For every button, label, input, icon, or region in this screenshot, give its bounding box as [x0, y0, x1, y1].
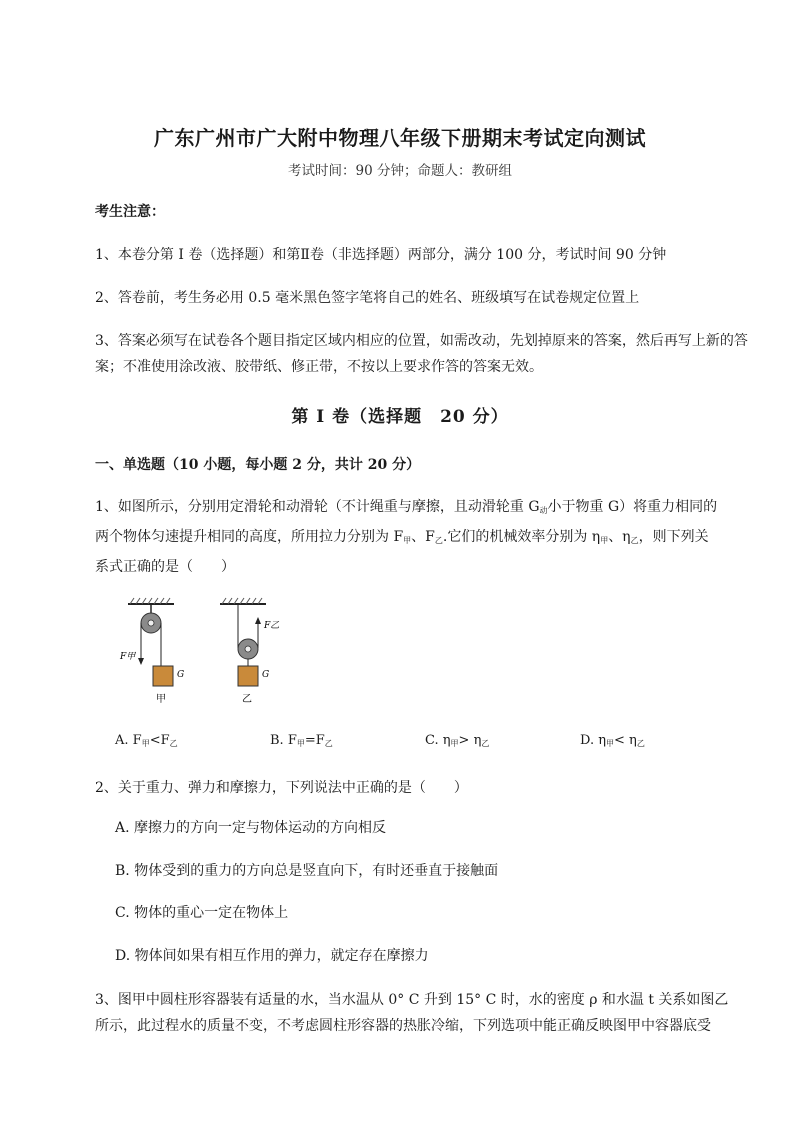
question-3-line-1: 3、图甲中圆柱形容器装有适量的水，当水温从 0° C 升到 15° C 时，水的密度 ρ 和水温 t 关系如图乙: [95, 992, 729, 1008]
page-title: 广东广州市广大附中物理八年级下册期末考试定向测试: [154, 126, 646, 150]
q1-text: 1、如图所示，分别用定滑轮和动滑轮（不计绳重与摩擦，且动滑轮重 G: [95, 499, 540, 515]
pulley-figure: [110, 592, 290, 712]
option-text: < η: [614, 733, 637, 748]
q1-text: 小于物重 G）将重力相同的: [547, 499, 718, 515]
option-subscript: 乙: [636, 739, 645, 748]
force-left-label: F甲: [120, 652, 136, 662]
q1-text: ，则下列关: [638, 529, 709, 545]
label-right: 乙: [242, 694, 252, 705]
q2-option-a[interactable]: A. 摩擦力的方向一定与物体运动的方向相反: [115, 820, 387, 836]
label-left: 甲: [156, 694, 166, 705]
q1-option-a[interactable]: [115, 733, 178, 749]
q1-text: 两个物体匀速提升相同的高度，所用拉力分别为 F: [95, 529, 404, 545]
part-heading: 一、单选题（10 小题，每小题 2 分，共计 20 分）: [95, 457, 421, 473]
q1-option-b[interactable]: [270, 733, 333, 749]
q2-option-d[interactable]: D. 物体间如果有相互作用的弹力，就定存在摩擦力: [115, 948, 429, 964]
q1-text: 、η: [608, 529, 631, 545]
q1-text: 、F: [411, 529, 435, 545]
option-subscript: 甲: [606, 739, 615, 748]
option-subscript: 甲: [296, 739, 305, 748]
q2-option-c[interactable]: C. 物体的重心一定在物体上: [115, 905, 289, 921]
option-text: > η: [458, 733, 482, 748]
notice-item-2: 2、答卷前，考生务必用 0.5 毫米黑色签字笔将自己的姓名、班级填写在试卷规定位置上: [95, 290, 640, 306]
q1-subscript: 乙: [630, 536, 639, 545]
q1-subscript: 甲: [403, 536, 412, 545]
question-1-line-2: [95, 524, 755, 554]
q1-subscript: 乙: [434, 536, 443, 545]
option-subscript: 甲: [141, 739, 150, 748]
option-text: C. η: [425, 733, 451, 748]
option-text: D. η: [580, 733, 607, 748]
weight-left-label: G: [177, 670, 185, 680]
q1-option-c[interactable]: [425, 733, 489, 749]
q1-subscript: 动: [539, 506, 548, 515]
q1-subscript: 甲: [600, 536, 609, 545]
question-3-stem: [95, 987, 755, 1039]
question-1-line-3: 系式正确的是（ ）: [95, 559, 235, 575]
question-1-line-1: [95, 494, 755, 524]
notice-heading: 考生注意：: [95, 204, 165, 220]
notice-item-1: 1、本卷分第 I 卷（选择题）和第Ⅱ卷（非选择题）两部分，满分 100 分，考试时间 90 分钟: [95, 247, 667, 263]
option-text: =F: [304, 733, 325, 748]
option-text: A. F: [115, 733, 142, 748]
question-2-stem: 2、关于重力、弹力和摩擦力，下列说法中正确的是（ ）: [95, 780, 468, 796]
q1-text: .它们的机械效率分别为 η: [442, 529, 601, 545]
notice-item-3: 3、答案必须写在试卷各个题目指定区域内相应的位置，如需改动，先划掉原来的答案，然后再写上新的答案；不准使用涂改液、胶带纸、修正带，不按以上要求作答的答案无效。: [95, 333, 748, 375]
weight-right-label: G: [262, 670, 270, 680]
fixed-pulley-diagram: [119, 598, 184, 705]
force-right-label: F乙: [264, 621, 280, 631]
page-subtitle: 考试时间：90 分钟；命题人：教研组: [288, 163, 512, 179]
question-1-stem: [95, 494, 755, 580]
section-title: 第 I 卷（选择题 20 分）: [291, 407, 509, 427]
question-3-line-2: 所示，此过程水的质量不变，不考虑圆柱形容器的热胀冷缩，下列选项中能正确反映图甲中容器底受: [95, 1018, 711, 1034]
q1-option-d[interactable]: [580, 733, 645, 749]
option-text: <F: [149, 733, 170, 748]
movable-pulley-diagram: [220, 598, 279, 705]
option-text: B. F: [270, 733, 297, 748]
q2-option-b[interactable]: B. 物体受到的重力的方向总是竖直向下，有时还垂直于接触面: [115, 863, 499, 879]
option-subscript: 乙: [481, 739, 490, 748]
option-subscript: 乙: [169, 739, 178, 748]
option-subscript: 甲: [450, 739, 459, 748]
option-subscript: 乙: [324, 739, 333, 748]
